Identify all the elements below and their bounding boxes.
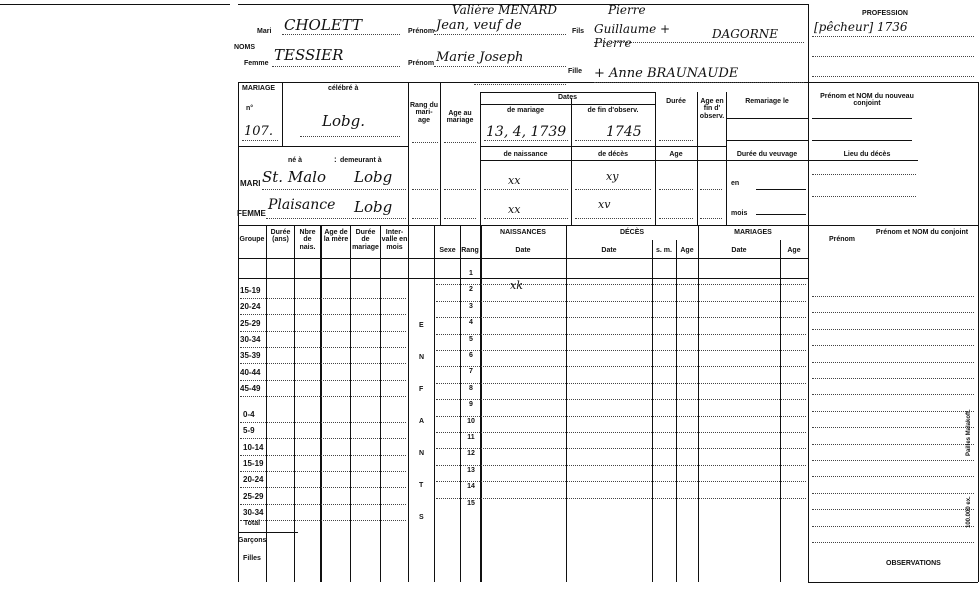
groupe-label: Groupe	[239, 236, 265, 243]
parents-husband-extra: Pierre	[608, 3, 646, 17]
mariages-date-label: Date	[731, 247, 747, 254]
group-top: 20-24	[240, 302, 261, 311]
en-label: en	[731, 180, 740, 187]
age-mariage-label: Age au mariage	[446, 110, 474, 125]
date-mariage: 13, 4, 1739	[486, 124, 567, 140]
ne-a-label: né à	[288, 157, 303, 164]
group-top: 30-34	[240, 335, 261, 344]
celebre-label: célébré à	[328, 85, 359, 92]
group-bottom: 15-19	[243, 459, 264, 468]
de-mariage-label: de mariage	[507, 107, 544, 114]
deces-age-label: Age	[680, 247, 694, 254]
femme-deces: xv	[598, 198, 611, 211]
fils-value: Guillaume + Pierre	[594, 22, 671, 50]
femme-naissance: xx	[508, 203, 521, 216]
age-col-label: Age	[669, 151, 683, 158]
marriage-no: 107.	[244, 124, 273, 139]
garcons-label: Garçons	[238, 537, 267, 544]
group-bottom: 20-24	[243, 475, 264, 484]
mariages-age-label: Age	[787, 247, 801, 254]
fils-surname: DAGORNE	[712, 27, 779, 41]
rank-number: 4	[469, 319, 473, 326]
group-bottom: 10-14	[243, 443, 264, 452]
vertical-letter: N	[419, 354, 425, 361]
group-bottom: 30-34	[243, 508, 264, 517]
mariages-label: MARIAGES	[734, 229, 772, 236]
mari-prenom: Jean, veuf de	[436, 18, 522, 33]
rank-number: 15	[467, 500, 475, 507]
prenom-label: Prénom	[828, 236, 856, 243]
nbre-nais-label: Nbre de nais.	[299, 229, 316, 251]
rang-label: Rang	[461, 247, 479, 254]
mari-label: Mari	[257, 28, 272, 35]
vertical-letter: N	[419, 450, 425, 457]
fille-value: + Anne BRAUNAUDE	[594, 66, 739, 81]
duree-veuvage-label: Durée du veuvage	[736, 151, 798, 158]
intervalles-label: Inter- valle en mois	[381, 229, 408, 251]
age-mere-label: Age de la mère	[323, 229, 349, 244]
de-naissance-label: de naissance	[503, 151, 548, 158]
marriage-place: Lobg.	[322, 112, 365, 130]
vertical-letter: E	[419, 322, 424, 329]
fils-label: Fils	[572, 28, 585, 35]
rank-number: 5	[469, 336, 473, 343]
rank-number: 8	[469, 385, 473, 392]
rank-number: 14	[467, 483, 475, 490]
group-top: 45-49	[240, 384, 261, 393]
observations-label: OBSERVATIONS	[886, 560, 941, 567]
prenom-label-femme: Prénom	[408, 60, 435, 67]
femme-ne-a: Plaisance	[268, 197, 336, 213]
top-left-rule	[0, 4, 230, 5]
lieu-deces-label: Lieu du décès	[843, 151, 891, 158]
duree-label: Durée	[666, 98, 686, 105]
femme-demeurant: Lobg	[354, 198, 393, 216]
rank-number: 12	[467, 450, 475, 457]
mariage-label: MARIAGE	[242, 85, 276, 92]
date-fin-observ: 1745	[606, 124, 642, 140]
mois-label: mois	[731, 210, 748, 217]
vertical-letter: S	[419, 514, 424, 521]
deces-date-label: Date	[601, 247, 617, 254]
rank2-naissance: xk	[510, 279, 523, 292]
femme-row-label: FEMME	[237, 209, 266, 218]
group-top: 25-29	[240, 319, 261, 328]
femme-prenom: Marie Joseph	[436, 50, 524, 65]
fin-observ-label: de fin d'observ.	[587, 107, 639, 114]
mari-surname: CHOLETT	[284, 16, 363, 34]
no-label: n°	[246, 105, 254, 112]
total-label: Total	[243, 520, 261, 527]
mari-ne-a: St. Malo	[262, 168, 326, 186]
group-bottom: 25-29	[243, 492, 264, 501]
femme-surname: TESSIER	[274, 46, 344, 64]
deces-label: DÉCÈS	[619, 229, 645, 236]
group-top: 40-44	[240, 368, 261, 377]
printer-credit: Pailles Malakoff.	[966, 409, 972, 456]
group-top: 15-19	[240, 286, 261, 295]
femme-label: Femme	[244, 60, 269, 67]
demeurant-label: demeurant à	[340, 157, 382, 164]
group-top: 35-39	[240, 351, 261, 360]
dates-label: Dates	[557, 94, 578, 101]
rang-mariage-label: Rang du mari- age	[410, 102, 438, 124]
colon-sep: :	[334, 155, 337, 164]
filles-label: Filles	[243, 555, 261, 562]
group-bottom: 5-9	[243, 426, 255, 435]
rank-number: 9	[469, 401, 473, 408]
vertical-letter: F	[419, 386, 424, 393]
sm-label: s. m.	[656, 247, 672, 254]
rank-number: 11	[467, 434, 475, 441]
rank-number: 2	[469, 286, 473, 293]
naissances-date-label: Date	[515, 247, 531, 254]
print-run: 100.000 ex.	[966, 496, 972, 528]
noms-label: NOMS	[234, 44, 255, 51]
rank-number: 1	[469, 270, 473, 277]
rank-number: 3	[469, 303, 473, 310]
prenom-label-mari: Prénom	[408, 28, 435, 35]
rank-number: 13	[467, 467, 475, 474]
duree-ans-label: Durée (ans)	[270, 229, 291, 244]
profession-value: [pêcheur] 1736	[814, 20, 908, 34]
prenom-nom-conjoint-label: Prénom et NOM du conjoint	[875, 229, 969, 236]
vertical-letter: A	[419, 418, 425, 425]
mari-demeurant: Lobg	[354, 168, 393, 186]
rank-number: 7	[469, 368, 473, 375]
duree-mariage-label: Durée de mariage	[352, 229, 379, 251]
prenom-nom-nouveau-conjoint-label: Prénom et NOM du nouveau conjoint	[820, 93, 914, 108]
naissances-label: NAISSANCES	[500, 229, 546, 236]
fille-label: Fille	[568, 68, 583, 75]
group-bottom: 0-4	[243, 410, 255, 419]
mari-naissance: xx	[508, 174, 521, 187]
parents-husband: Valière MENARD	[452, 3, 558, 17]
de-deces-label: de décès	[598, 151, 628, 158]
rank-number: 10	[467, 418, 475, 425]
rank-number: 6	[469, 352, 473, 359]
profession-label: PROFESSION	[862, 10, 908, 17]
vertical-letter: T	[419, 482, 424, 489]
mari-deces: xy	[606, 170, 619, 183]
sexe-label: Sexe	[439, 247, 456, 254]
age-fin-observ-label: Age en fin d' observ.	[699, 98, 725, 120]
mari-row-label: MARI	[240, 179, 261, 188]
remariage-label: Remariage le	[745, 98, 789, 105]
